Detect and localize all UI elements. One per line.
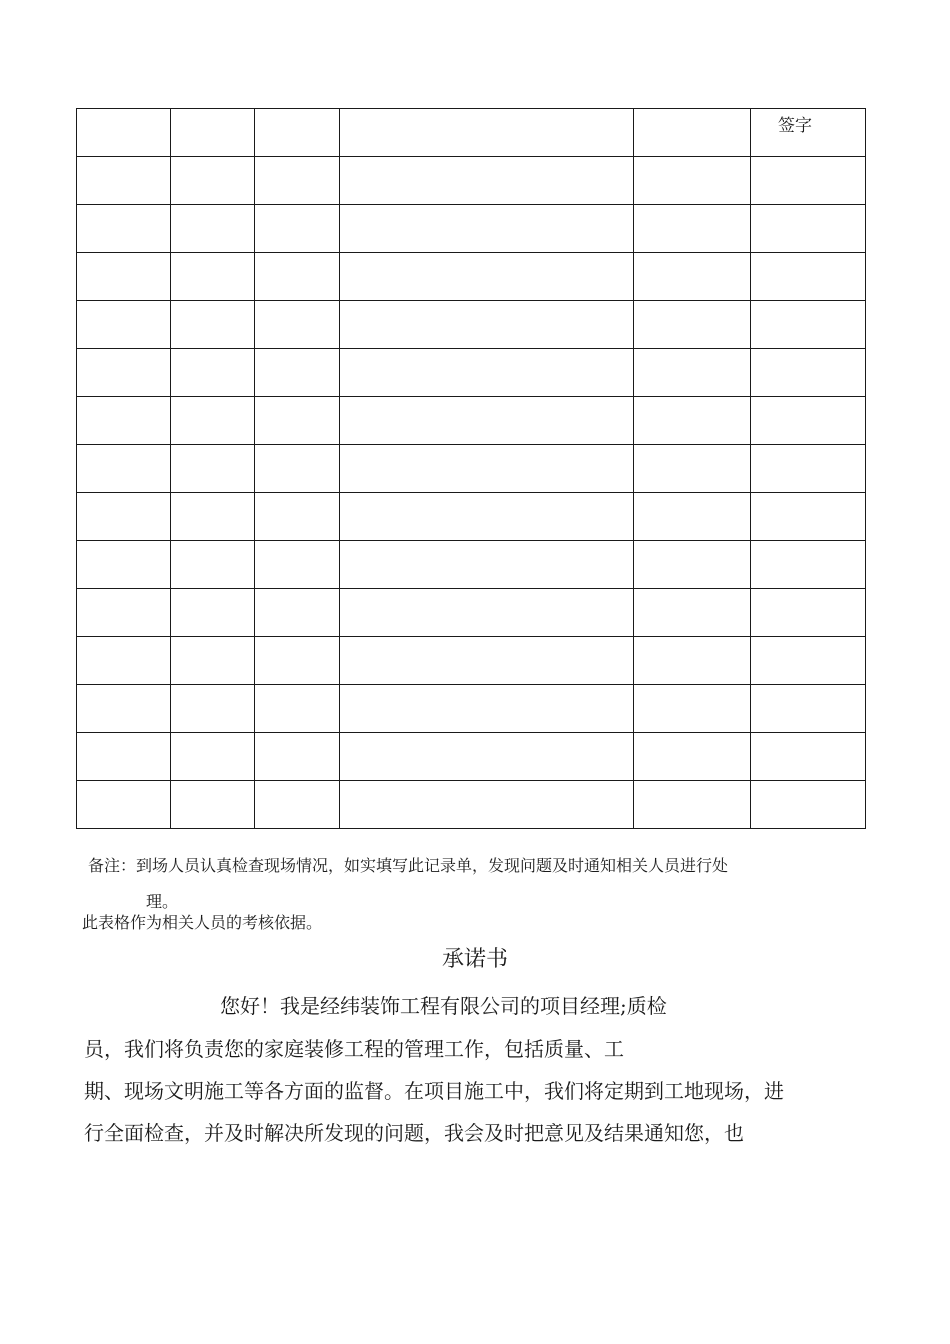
table-cell[interactable]	[255, 541, 340, 589]
table-cell[interactable]	[77, 445, 171, 493]
remark-line: 备注：到场人员认真检查现场情况，如实填写此记录单，发现问题及时通知相关人员进行处	[88, 856, 729, 875]
table-cell[interactable]	[77, 157, 171, 205]
table-cell[interactable]	[634, 397, 751, 445]
table-cell[interactable]	[77, 205, 171, 253]
table-row	[77, 781, 866, 829]
table-cell[interactable]	[340, 301, 634, 349]
table-cell[interactable]	[634, 733, 751, 781]
table-cell[interactable]	[171, 301, 255, 349]
table-cell[interactable]	[171, 157, 255, 205]
table-cell[interactable]	[634, 637, 751, 685]
table-cell[interactable]	[255, 157, 340, 205]
table-cell[interactable]	[171, 589, 255, 637]
table-row	[77, 253, 866, 301]
table-body	[77, 109, 866, 829]
table-cell[interactable]	[171, 445, 255, 493]
table-row	[77, 157, 866, 205]
table-cell[interactable]	[340, 685, 634, 733]
table-cell[interactable]	[751, 493, 866, 541]
table-cell[interactable]	[77, 781, 171, 829]
table-cell[interactable]	[77, 733, 171, 781]
table-cell[interactable]	[751, 589, 866, 637]
assessment-basis-note: 此表格作为相关人员的考核依据。	[82, 913, 323, 932]
table-row	[77, 301, 866, 349]
table-cell[interactable]	[255, 445, 340, 493]
table-cell[interactable]	[171, 493, 255, 541]
table-cell[interactable]	[751, 733, 866, 781]
table-cell[interactable]	[340, 637, 634, 685]
table-cell[interactable]	[340, 253, 634, 301]
table-cell[interactable]	[340, 733, 634, 781]
table-cell[interactable]	[77, 349, 171, 397]
table-cell[interactable]	[255, 349, 340, 397]
table-cell[interactable]	[751, 205, 866, 253]
table-row	[77, 685, 866, 733]
table-cell[interactable]	[171, 349, 255, 397]
table-cell[interactable]	[171, 397, 255, 445]
letter-line: 您好！我是经纬装饰工程有限公司的项目经理;质检	[220, 994, 667, 1018]
table-cell[interactable]	[171, 253, 255, 301]
remark-line-continuation: 理。	[146, 892, 179, 911]
table-cell[interactable]	[751, 637, 866, 685]
sign-header-label: 签字	[778, 116, 812, 136]
table-cell[interactable]	[751, 541, 866, 589]
table-cell[interactable]	[255, 397, 340, 445]
table-cell[interactable]	[171, 685, 255, 733]
table-cell[interactable]	[171, 109, 255, 157]
table-cell[interactable]	[77, 541, 171, 589]
table-cell[interactable]	[77, 109, 171, 157]
table-cell[interactable]	[77, 637, 171, 685]
table-cell[interactable]	[634, 109, 751, 157]
table-row	[77, 733, 866, 781]
table-cell[interactable]	[340, 445, 634, 493]
table-cell[interactable]	[77, 397, 171, 445]
table-cell[interactable]	[340, 205, 634, 253]
table-cell[interactable]	[77, 685, 171, 733]
table-cell[interactable]	[340, 781, 634, 829]
table-cell[interactable]	[255, 493, 340, 541]
table-cell[interactable]	[634, 541, 751, 589]
table-cell[interactable]	[751, 781, 866, 829]
table-cell[interactable]	[255, 109, 340, 157]
table-cell[interactable]	[634, 781, 751, 829]
table-cell[interactable]	[340, 157, 634, 205]
table-cell[interactable]	[255, 685, 340, 733]
table-row	[77, 541, 866, 589]
table-cell[interactable]	[171, 205, 255, 253]
table-cell[interactable]	[634, 301, 751, 349]
table-cell[interactable]	[751, 301, 866, 349]
table-cell[interactable]	[340, 109, 634, 157]
table-cell[interactable]	[171, 781, 255, 829]
table-cell[interactable]	[751, 253, 866, 301]
table-cell[interactable]	[634, 253, 751, 301]
table-cell[interactable]	[634, 445, 751, 493]
table-cell[interactable]	[751, 157, 866, 205]
table-cell[interactable]	[77, 589, 171, 637]
table-cell[interactable]	[340, 349, 634, 397]
table-cell[interactable]	[634, 589, 751, 637]
table-row	[77, 205, 866, 253]
table-cell[interactable]	[77, 253, 171, 301]
table-cell[interactable]	[255, 205, 340, 253]
sign-header-cell	[751, 109, 866, 157]
letter-line: 员，我们将负责您的家庭装修工程的管理工作，包括质量、工	[84, 1037, 624, 1061]
table-cell[interactable]	[634, 685, 751, 733]
table-cell[interactable]	[340, 541, 634, 589]
table-header-row	[77, 109, 866, 157]
table-cell[interactable]	[255, 637, 340, 685]
table-cell[interactable]	[77, 493, 171, 541]
table-row	[77, 349, 866, 397]
table-cell[interactable]	[340, 397, 634, 445]
table-row	[77, 589, 866, 637]
table-cell[interactable]	[171, 733, 255, 781]
table-row	[77, 493, 866, 541]
table-cell[interactable]	[171, 541, 255, 589]
table-row	[77, 397, 866, 445]
table-cell[interactable]	[255, 733, 340, 781]
letter-line: 期、现场文明施工等各方面的监督。在项目施工中，我们将定期到工地现场，进	[84, 1079, 784, 1103]
table-cell[interactable]	[255, 589, 340, 637]
table-cell[interactable]	[634, 493, 751, 541]
table-cell[interactable]	[751, 349, 866, 397]
table-cell[interactable]	[751, 397, 866, 445]
table-cell[interactable]	[255, 781, 340, 829]
letter-line: 行全面检查，并及时解决所发现的问题，我会及时把意见及结果通知您，也	[84, 1121, 744, 1145]
table-row	[77, 445, 866, 493]
table-cell[interactable]	[255, 253, 340, 301]
table-cell[interactable]	[340, 589, 634, 637]
table-cell[interactable]	[340, 493, 634, 541]
table-cell[interactable]	[171, 637, 255, 685]
table-cell[interactable]	[751, 445, 866, 493]
table-cell[interactable]	[751, 685, 866, 733]
letter-title: 承诺书	[441, 947, 508, 972]
table-cell[interactable]	[255, 301, 340, 349]
table-cell[interactable]	[634, 157, 751, 205]
table-cell[interactable]	[634, 349, 751, 397]
table-cell[interactable]	[77, 301, 171, 349]
table-row	[77, 637, 866, 685]
inspection-record-table	[76, 108, 866, 829]
table-cell[interactable]	[634, 205, 751, 253]
